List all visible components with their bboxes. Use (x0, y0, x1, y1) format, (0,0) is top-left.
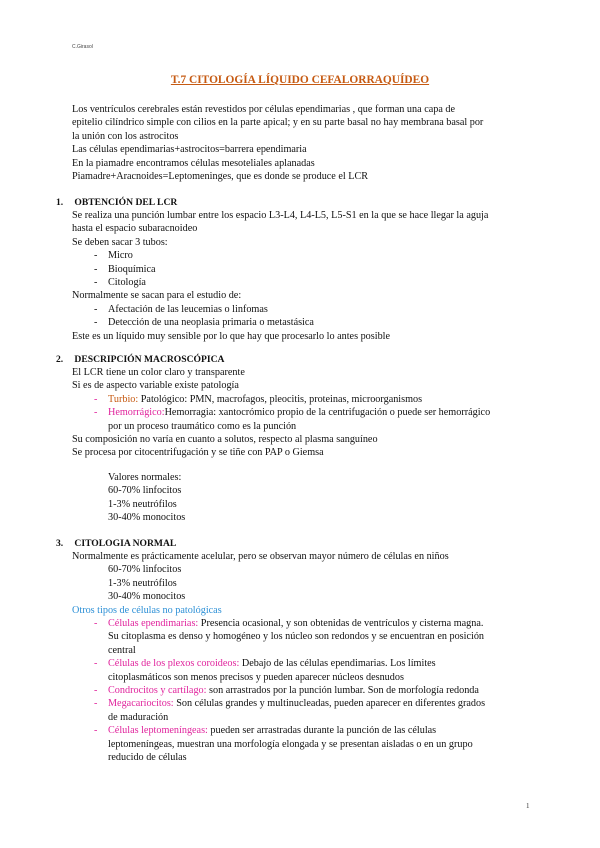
list-item: - Afectación de las leucemias o linfomas (72, 303, 532, 316)
section-title: DESCRIPCIÓN MACROSCÓPICA (74, 354, 225, 365)
cell-label: Condrocitos y cartílago: (108, 685, 207, 697)
cell-label: Megacariocitos: (108, 698, 174, 710)
page-title: T.7 CITOLOGÍA LÍQUIDO CEFALORRAQUÍDEO (170, 74, 430, 86)
cell-text: Presencia ocasional, y son obtenidas de ventrículos y cisterna magna. (198, 618, 484, 630)
normal-values-block (108, 471, 568, 525)
body-line: hasta el espacio subaracnoideo (72, 223, 198, 235)
intro-line: la unión con los astrocitos (72, 130, 179, 142)
body-line: Su composición no varía en cuanto a solutos, respecto al plasma sanguíneo (72, 434, 378, 446)
normal-value: 1-3% neutrófilos (108, 498, 177, 510)
normal-value: 60-70% linfocitos (108, 485, 182, 497)
body-line: Se realiza una punción lumbar entre los espacio L3-L4, L4-L5, L5-S1 en la que se hace llegar la aguja (72, 210, 489, 221)
body-line: Normalmente es prácticamente acelular, pero se observan mayor número de células en niños (72, 551, 449, 562)
list-item (72, 617, 532, 657)
studies-list (72, 303, 532, 330)
intro-line: Las células ependimarias+astrocitos=barrera ependimaria (72, 144, 307, 156)
hemo-text-cont: por un proceso traumático como es la punción (108, 420, 297, 432)
body-line: Si es de aspecto variable existe patología (72, 380, 239, 392)
section-title: CITOLOGIA NORMAL (74, 538, 177, 549)
section-heading-3 (56, 537, 536, 550)
cell-label: Células de los plexos coroideos: (108, 658, 240, 670)
aspect-list (72, 393, 532, 433)
list-item (72, 406, 532, 433)
section-number: 2. (56, 354, 64, 365)
normal-value: 1-3% neutrófilos (108, 577, 177, 589)
cell-text: central (108, 644, 136, 656)
cell-text: de maduración (108, 711, 169, 723)
normal-value: 60-70% linfocitos (108, 564, 182, 576)
cell-text: leptomeníngeas, muestran una morfología elongada y se presentan aisladas o en un grupo (108, 738, 473, 750)
list-item: - Detección de una neoplasia primaria o metastásica (72, 316, 532, 329)
section-1-body (72, 209, 532, 343)
other-cells-title: Otros tipos de células no patológicas (72, 604, 222, 616)
intro-line: epitelio cilíndrico simple con cilios en la parte apical; y en su parte basal no hay membrana basal por (72, 117, 484, 129)
normal-values-title: Valores normales: (108, 472, 182, 483)
tubes-list (72, 249, 532, 289)
list-item: - Micro (72, 249, 532, 262)
list-item (72, 684, 532, 697)
cell-types-list (72, 617, 532, 764)
normal-value: 30-40% monocitos (108, 591, 186, 603)
normal-value: 30-40% monocitos (108, 512, 186, 524)
section-2-body (72, 366, 532, 460)
cell-text: Son células grandes y multinucleadas, pueden aparecer en diferentes grados (173, 698, 486, 710)
turbio-label: Turbio: (108, 393, 139, 405)
body-line: Normalmente se sacan para el estudio de: (72, 290, 242, 302)
body-line: Se procesa por citocentrifugación y se tiñe con PAP o Giemsa (72, 447, 324, 459)
list-item (72, 697, 532, 724)
turbio-text: Patológico: PMN, macrofagos, pleocitis, proteinas, microorganismos (138, 393, 423, 405)
cell-text: Debajo de las células ependimarias. Los límites (239, 658, 436, 670)
cell-label: Células ependimarias: (108, 618, 199, 630)
list-item: - Citología (72, 276, 532, 289)
cell-text: Su citoplasma es denso y homogéneo y los núcleo son redondos y se encuentran en posición (108, 631, 485, 643)
cell-text: citoplasmáticos son menos precisos y pueden aparecer núcleos desnudos (108, 671, 404, 683)
section-number: 1. (56, 197, 64, 208)
hemo-label: Hemorrágico: (108, 407, 165, 419)
cell-text: son arrastrados por la punción lumbar. Son de morfología redonda (206, 685, 479, 697)
cell-text: reducido de células (108, 752, 187, 764)
header-note: C.Girasol (72, 44, 93, 50)
list-item: - Bioquímica (72, 263, 532, 276)
hemo-text: Hemorragia: xantocrómico propio de la centrifugación o puede ser hemorrágico (164, 407, 491, 419)
section-3-body (72, 550, 532, 765)
section-heading-2 (56, 353, 536, 366)
body-line: Este es un líquido muy sensible por lo que hay que procesarlo lo antes posible (72, 330, 391, 342)
body-line: El LCR tiene un color claro y transparente (72, 367, 245, 378)
intro-paragraph (72, 103, 532, 183)
body-line: Se deben sacar 3 tubos: (72, 236, 168, 248)
page-number: 1 (526, 802, 530, 810)
section-number: 3. (56, 538, 64, 549)
cell-text: pueden ser arrastradas durante la punción de las células (207, 725, 437, 737)
intro-line: En la piamadre encontramos células mesoteliales aplanadas (72, 157, 315, 169)
list-item (72, 724, 532, 764)
section-title: OBTENCIÓN DEL LCR (74, 197, 178, 208)
cell-label: Células leptomeníngeas: (108, 725, 208, 737)
intro-line: Piamadre+Aracnoides=Leptomeninges, que es donde se produce el LCR (72, 171, 369, 183)
intro-line: Los ventrículos cerebrales están revestidos por células ependimarias , que forman una capa de (72, 104, 456, 115)
list-item (72, 393, 532, 406)
list-item (72, 657, 532, 684)
section-heading-1 (56, 196, 536, 209)
